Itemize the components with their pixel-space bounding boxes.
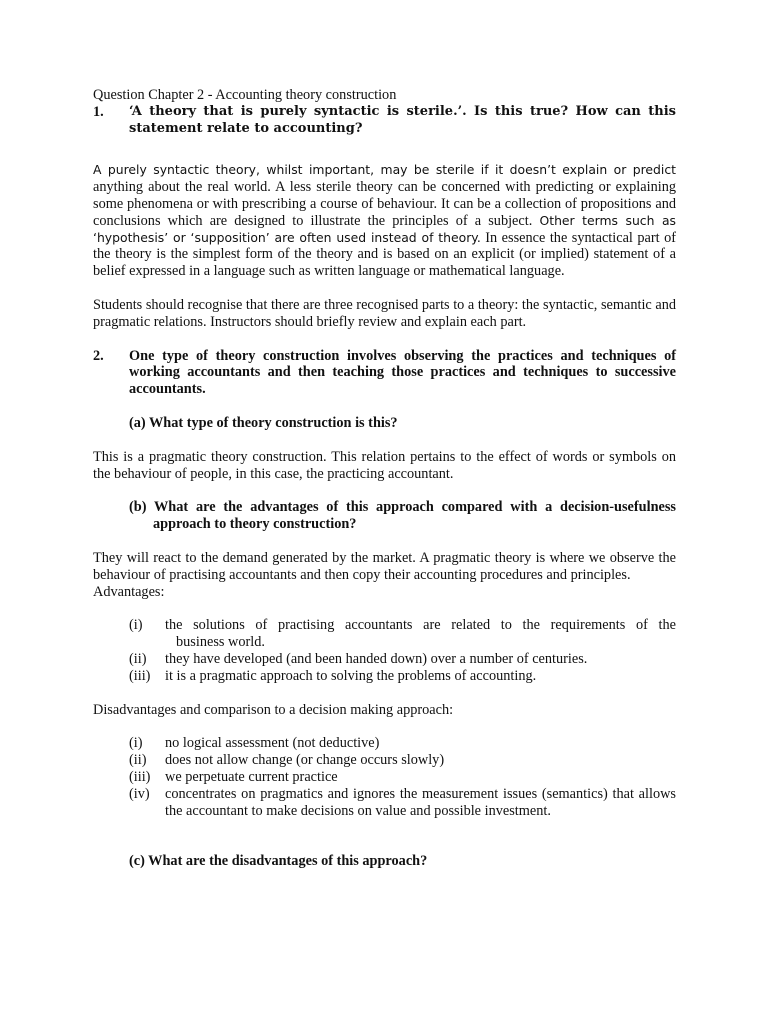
- question-1-text: ‘A theory that is purely syntactic is sterile.’. Is this true? How can this statement relate to accounting?: [129, 103, 676, 136]
- list-item-number: (i): [129, 735, 143, 752]
- disadvantages-label: Disadvantages and comparison to a decision making approach:: [93, 701, 454, 718]
- list-item: [93, 769, 676, 786]
- list-item-text: no logical assessment (not deductive): [165, 735, 380, 752]
- answer-1-body: anything about the real world. A less sterile theory can be concerned with predicting or explaining some phenomena or with prescribing a course of behaviour. It can be a collection of propositions and conclusions which are designed to illustrate the principles of a subject.: [93, 179, 676, 229]
- question-2-heading: [93, 348, 676, 398]
- list-item-number: (ii): [129, 752, 147, 769]
- disadvantages-list: [93, 735, 676, 819]
- question-2-text: One type of theory construction involves observing the practices and techniques of working accountants and then teaching those practices and techniques to successive accountants.: [129, 347, 676, 398]
- answer-1-line-1: A purely syntactic theory, whilst important, may be sterile if it doesn’t explain or predict: [93, 162, 676, 178]
- list-item-text: they have developed (and been handed down) over a number of centuries.: [165, 650, 588, 667]
- question-2b: (b) What are the advantages of this approach compared with a decision-usefulness approach to theory construction?: [129, 499, 676, 533]
- list-item-text: the solutions of practising accountants are related to the requirements of the: [165, 617, 676, 634]
- list-item: [93, 786, 676, 820]
- document-title: Question Chapter 2 - Accounting theory construction: [93, 87, 397, 103]
- question-2-number: 2.: [93, 347, 104, 364]
- list-item-text-wrap: [165, 617, 676, 651]
- list-item-text: we perpetuate current practice: [165, 768, 338, 785]
- list-item-number: (ii): [129, 650, 147, 667]
- list-item-number: (iv): [129, 785, 150, 802]
- question-1-answer-2: Students should recognise that there are three recognised parts to a theory: the syntactic, semantic and pragmatic relations. Instructors should briefly review and explain each part.: [93, 296, 676, 330]
- list-item-text-continued: business world.: [176, 634, 265, 651]
- advantages-list: [93, 617, 676, 684]
- list-item: [93, 752, 676, 769]
- answer-2a: This is a pragmatic theory construction. This relation pertains to the effect of words or symbols on the behaviour of people, in this case, the practicing accountant.: [93, 448, 676, 482]
- list-item-number: (i): [129, 617, 143, 634]
- answer-1-tail: In essence the syntactical part of the theory is the simplest form of the theory and is based on an explicit (or implied) statement of a belief expressed in a language such as written language or mathematical language.: [93, 229, 676, 280]
- list-item-text: it is a pragmatic approach to solving the problems of accounting.: [165, 667, 537, 684]
- list-item: [93, 668, 676, 685]
- list-item-number: (iii): [129, 768, 151, 785]
- list-item-text: concentrates on pragmatics and ignores the measurement issues (semantics) that allows the accountant to make decisions on value and possible investment.: [165, 785, 676, 819]
- advantages-label: Advantages:: [93, 583, 165, 600]
- answer-2b: They will react to the demand generated by the market. A pragmatic theory is where we observe the behaviour of practising accountants and then copy their accounting procedures and principles.: [93, 549, 676, 583]
- list-item: [93, 735, 676, 752]
- question-1-number: 1.: [93, 103, 104, 120]
- answer-1-sans-sentence: Other terms such as ‘hypothesis’ or ‘supposition’ are often used instead of theory.: [93, 212, 677, 245]
- question-1-answer: [93, 162, 676, 280]
- question-2a: (a) What type of theory construction is this?: [129, 414, 398, 431]
- list-item: [93, 617, 676, 651]
- document-page: [93, 87, 676, 870]
- list-item: [93, 651, 676, 668]
- question-2c: (c) What are the disadvantages of this approach?: [129, 853, 428, 870]
- list-item-text: does not allow change (or change occurs slowly): [165, 752, 445, 769]
- question-1-heading: [93, 104, 676, 138]
- list-item-number: (iii): [129, 667, 151, 684]
